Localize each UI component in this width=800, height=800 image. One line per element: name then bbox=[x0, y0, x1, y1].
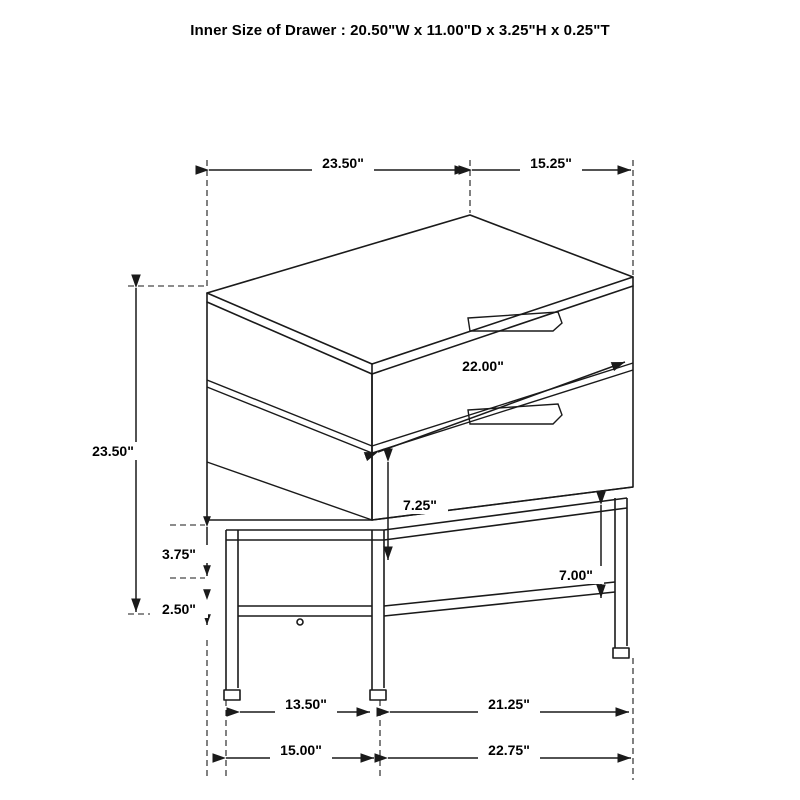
dimension-labels bbox=[80, 154, 604, 759]
rail-front-top bbox=[226, 530, 384, 540]
drawers bbox=[207, 312, 633, 520]
label-side-leg-height: 7.00" bbox=[559, 567, 593, 583]
cabinet-top-thickness-front bbox=[207, 293, 372, 374]
leg-back-right bbox=[613, 498, 629, 658]
hardware-dot bbox=[297, 619, 303, 625]
dim-drawer-width bbox=[378, 362, 625, 452]
label-base-outer-front: 15.00" bbox=[280, 742, 322, 758]
stretcher-front bbox=[238, 606, 372, 616]
metal-base-frame bbox=[224, 498, 629, 700]
label-leg-lower: 2.50" bbox=[162, 601, 196, 617]
label-base-inner-side: 21.25" bbox=[488, 696, 530, 712]
label-base-outer-side: 22.75" bbox=[488, 742, 530, 758]
drawer-divider-front-upper bbox=[207, 380, 372, 446]
drawer-bottom-front bbox=[207, 462, 372, 520]
cabinet-body bbox=[207, 215, 633, 520]
label-leg-upper: 3.75" bbox=[162, 546, 196, 562]
drawer-divider-side-upper bbox=[372, 363, 633, 446]
label-overall-height: 23.50" bbox=[92, 443, 134, 459]
cabinet-top-panel bbox=[207, 215, 633, 364]
leg-front-left bbox=[224, 530, 240, 700]
label-base-inner-front: 13.50" bbox=[285, 696, 327, 712]
stretcher-side bbox=[384, 582, 615, 616]
label-drawer-height: 7.25" bbox=[403, 497, 437, 513]
leg-front-right bbox=[370, 530, 386, 700]
cabinet-front-face bbox=[207, 302, 372, 520]
page-title: Inner Size of Drawer : 20.50"W x 11.00"D x 3.25"H x 0.25"T bbox=[190, 22, 610, 39]
label-drawer-width: 22.00" bbox=[462, 358, 504, 374]
label-top-width: 23.50" bbox=[322, 155, 364, 171]
extension-lines bbox=[128, 160, 633, 780]
label-top-depth: 15.25" bbox=[530, 155, 572, 171]
